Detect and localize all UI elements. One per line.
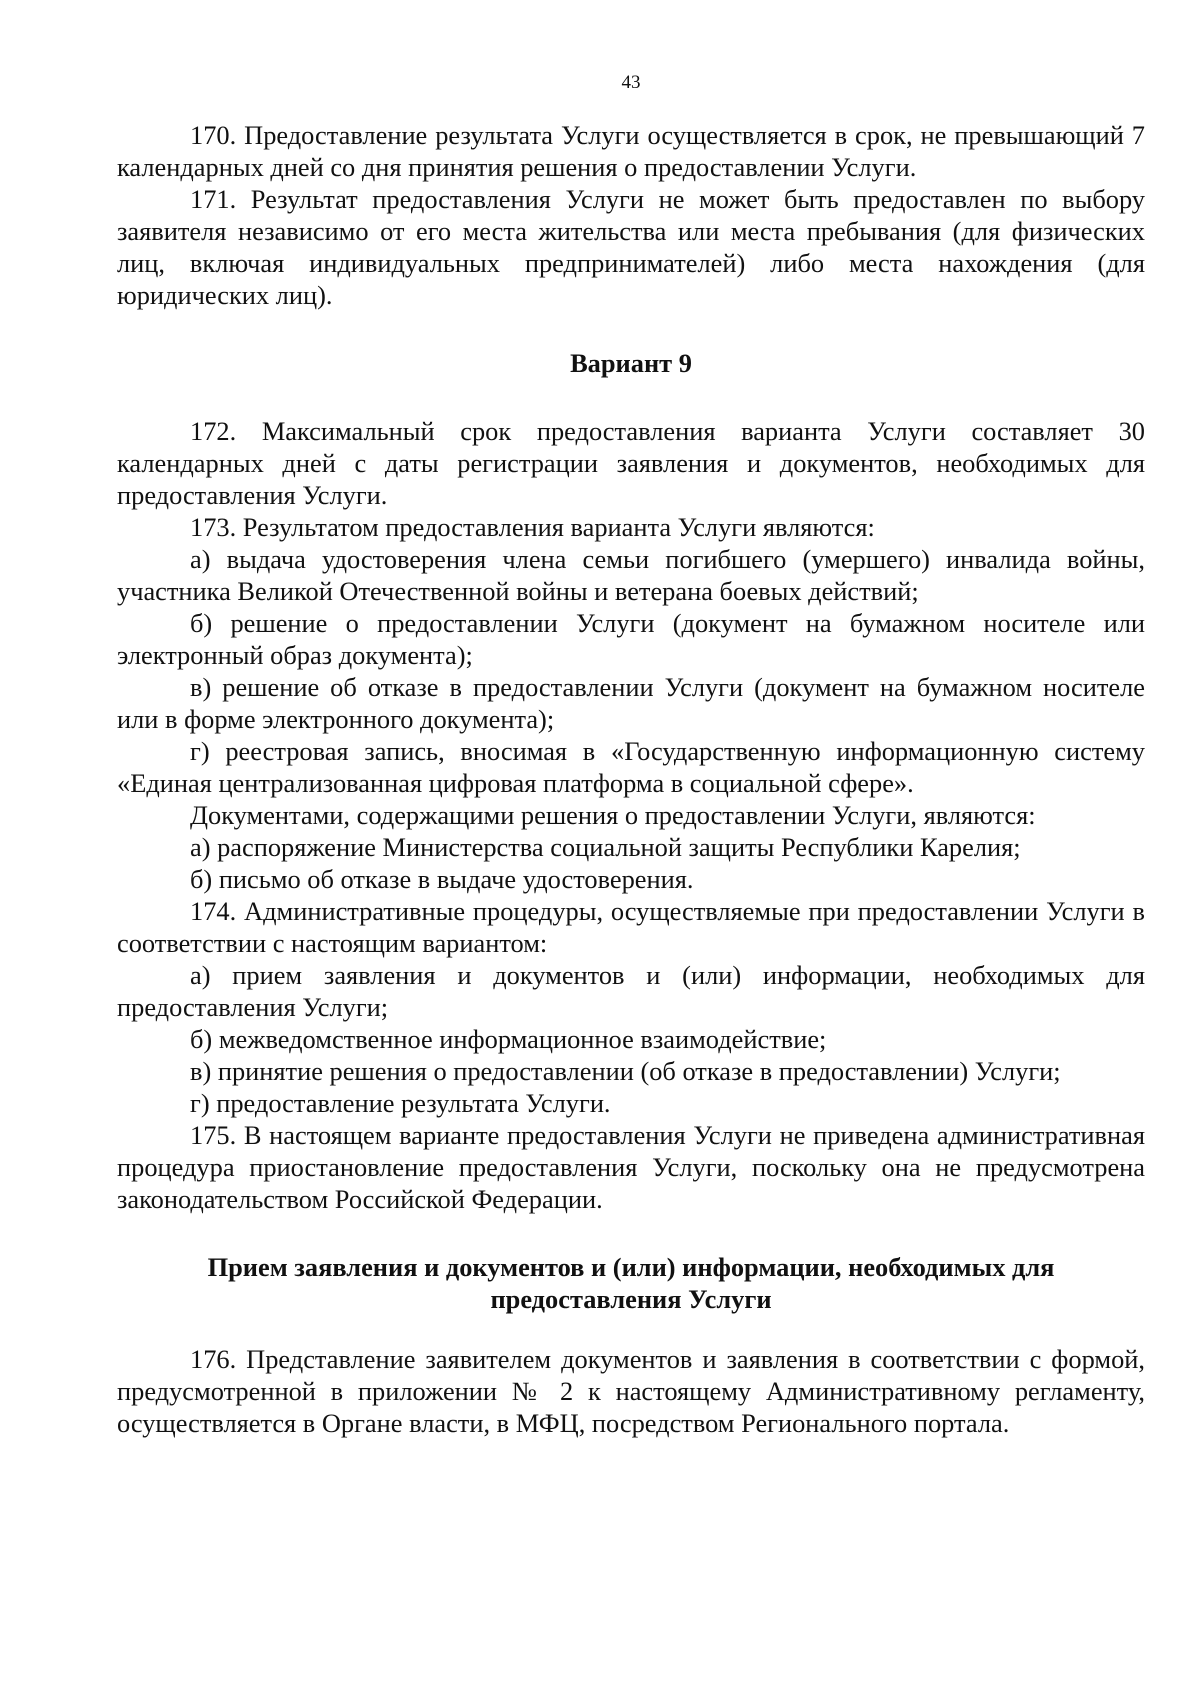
list-item-decision-a: а) распоряжение Министерства социальной защиты Республики Карелия; (190, 832, 1021, 862)
reception-heading-line-1: Прием заявления и документов и (или) информации, необходимых для (207, 1252, 1055, 1282)
paragraph-170: 170. Предоставление результата Услуги осуществляется в срок, не превышающий 7 календарных дней со дня принятия решения о предоставлении Услуги. (117, 120, 1145, 182)
paragraph-171: 171. Результат предоставления Услуги не может быть предоставлен по выбору заявителя независимо от его места жительства или места пребывания (для физических лиц, включая индивидуальных предпринимателей) либо места нахождения (для юридических лиц). (117, 184, 1145, 310)
reception-heading-line-2: предоставления Услуги (490, 1284, 772, 1314)
list-item-173-g: г) реестровая запись, вносимая в «Государственную информационную систему «Единая централизованная цифровая платформа в социальной сфере». (117, 736, 1145, 798)
page-content (117, 119, 1145, 1439)
paragraph-decision-documents: Документами, содержащими решения о предоставлении Услуги, являются: (190, 800, 1036, 830)
page-number: 43 (621, 72, 641, 93)
list-item-174-g: г) предоставление результата Услуги. (190, 1088, 611, 1118)
list-item-174-v: в) принятие решения о предоставлении (об отказе в предоставлении) Услуги; (190, 1056, 1061, 1086)
list-item-173-a: а) выдача удостоверения члена семьи погибшего (умершего) инвалида войны, участника Великой Отечественной войны и ветерана боевых действий; (117, 544, 1145, 606)
list-item-173-b: б) решение о предоставлении Услуги (документ на бумажном носителе или электронный образ документа); (117, 608, 1145, 670)
paragraph-175: 175. В настоящем варианте предоставления Услуги не приведена административная процедура приостановление предоставления Услуги, поскольку она не предусмотрена законодательством Российской Федерации. (117, 1120, 1145, 1214)
list-item-174-b: б) межведомственное информационное взаимодействие; (190, 1024, 827, 1054)
list-item-173-v: в) решение об отказе в предоставлении Услуги (документ на бумажном носителе или в форме электронного документа); (117, 672, 1145, 734)
reception-heading (117, 1251, 1145, 1315)
list-item-decision-b: б) письмо об отказе в выдаче удостоверения. (190, 864, 694, 894)
paragraph-174: 174. Административные процедуры, осуществляемые при предоставлении Услуги в соответствии с настоящим вариантом: (117, 896, 1145, 958)
paragraph-172: 172. Максимальный срок предоставления варианта Услуги составляет 30 календарных дней с даты регистрации заявления и документов, необходимых для предоставления Услуги. (117, 416, 1145, 510)
paragraph-173: 173. Результатом предоставления варианта Услуги являются: (190, 512, 875, 542)
list-item-174-a: а) прием заявления и документов и (или) информации, необходимых для предоставления Услуги; (117, 960, 1145, 1022)
variant-heading: Вариант 9 (570, 348, 692, 378)
paragraph-176: 176. Представление заявителем документов и заявления в соответствии с формой, предусмотренной в приложении № 2 к настоящему Административному регламенту, осуществляется в Органе власти, в МФЦ, посредством Регионального портала. (117, 1344, 1145, 1438)
